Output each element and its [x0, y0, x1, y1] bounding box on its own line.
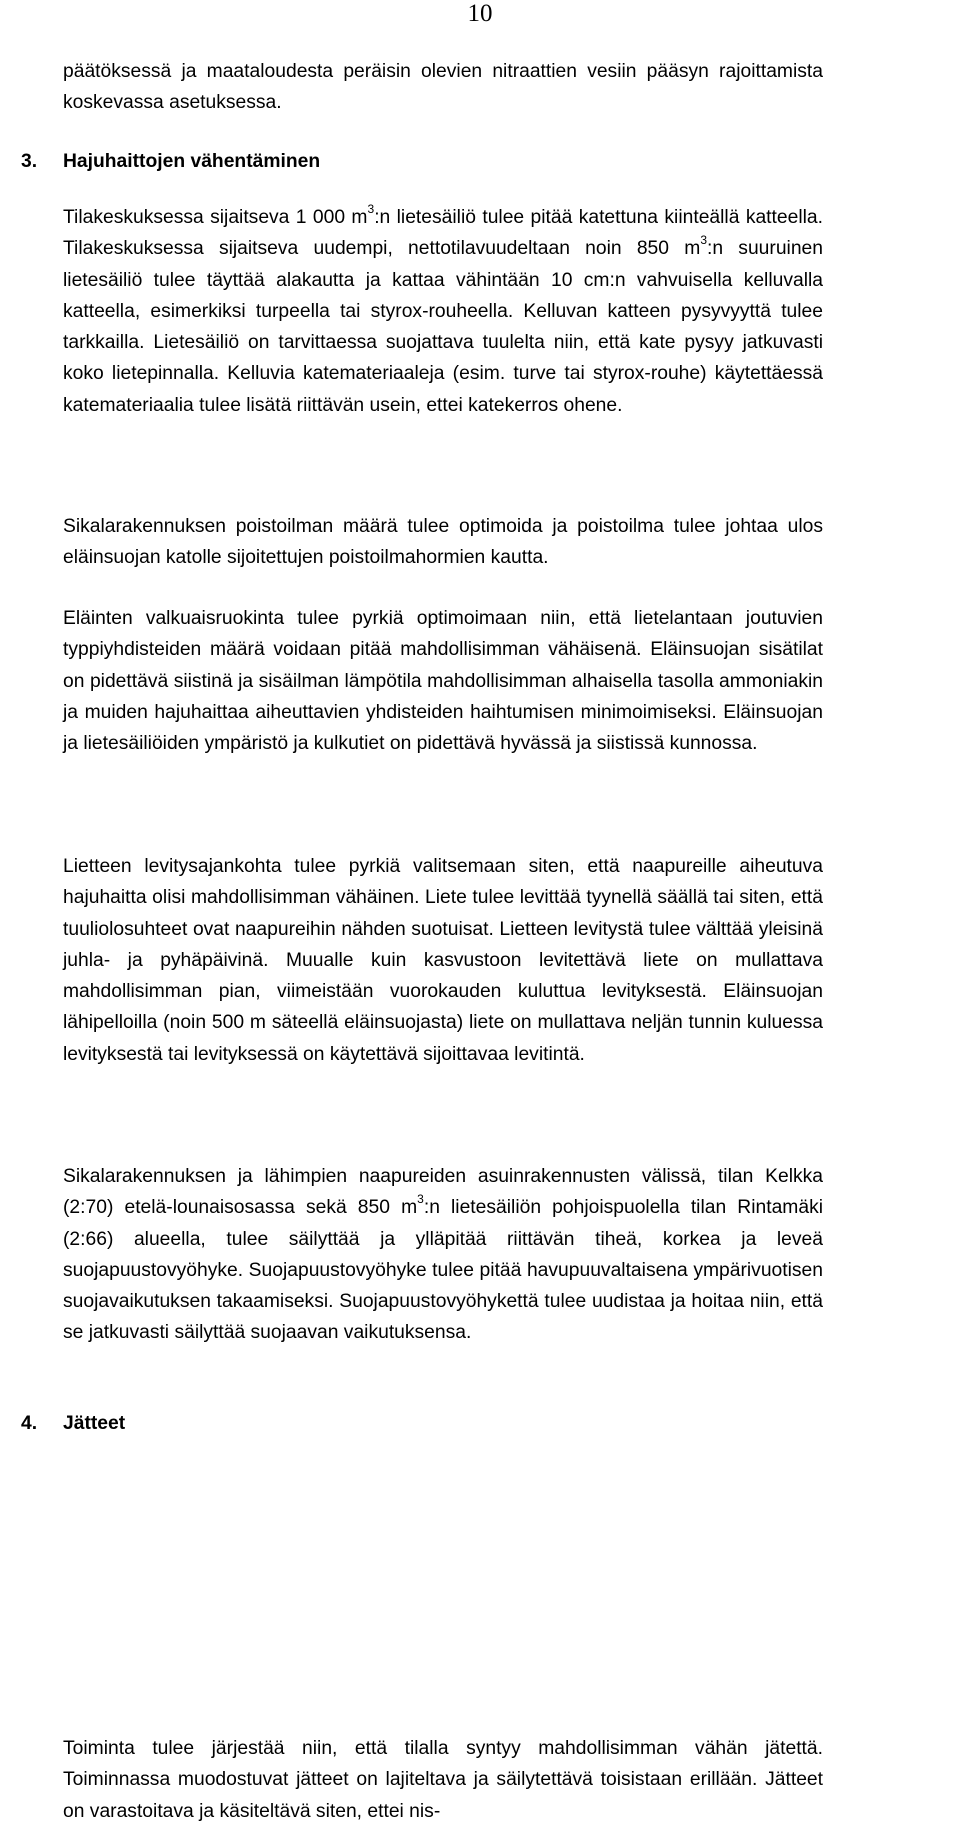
paragraph-suojapuusto: [63, 1161, 823, 1349]
paragraph-text: Eläinten valkuaisruokinta tulee pyrkiä optimoimaan niin, että lietelantaan joutuvien typpiyhdisteiden määrä voidaan pitää mahdollisimman vähäisenä. Eläinsuojan sisätilat on pidettävä siistinä ja sisäilman lämpötila mahdollisimman alhaisella tasolla ammoniakin ja muiden hajuhaittaa aiheuttavien yhdisteiden haihtumisen minimoimiseksi. Eläinsuojan ja lietesäiliöiden ympäristö ja kulkutiet on pidettävä hyvässä ja siistissä kunnossa.: [63, 608, 823, 755]
superscript: 3: [417, 1191, 424, 1206]
paragraph-text: Sikalarakennuksen poistoilman määrä tulee optimoida ja poistoilma tulee johtaa ulos eläinsuojan katolle sijoitettujen poistoilmahormien kautta.: [63, 516, 823, 569]
paragraph-text: :n lietesäiliön pohjoispuolella tilan Rintamäki (2:66) alueella, tulee säilyttää ja ylläpitää riittävän tiheä, korkea ja leveä suojapuustovyöhyke. Suojapuustovyöhyke tulee pitää havupuuvaltaisena ympärivuotisen suojavaikutuksen takaamiseksi. Suojapuustovyöhykettä tulee uudistaa ja hoitaa niin, että se jatkuvasti säilyttää suojaavan vaikutuksensa.: [63, 1197, 824, 1344]
intro-text: päätöksessä ja maataloudesta peräisin olevien nitraattien vesiin pääsyn rajoittamista koskevassa asetuksessa.: [63, 61, 823, 114]
section-number: 3.: [21, 151, 38, 172]
superscript: 3: [700, 232, 707, 247]
section-title: Hajuhaittojen vähentäminen: [63, 151, 321, 172]
paragraph-poistoilma: [63, 511, 823, 574]
paragraph-levitysajankohta: [63, 851, 823, 1070]
paragraph-valkuaisruokinta: [63, 603, 823, 759]
paragraph-lietesailio: [63, 202, 823, 421]
paragraph-text: Toiminta tulee järjestää niin, että tilalla syntyy mahdollisimman vähän jätettä. Toiminnassa muodostuvat jätteet on lajiteltava ja säilytettävä toisistaan erillään. Jätteet on varastoitava ja käsiteltävä siten, ettei nis-: [63, 1738, 823, 1822]
section-number: 4.: [21, 1413, 38, 1434]
paragraph-text: :n lietesäiliö tulee pitää katettuna kiinteällä katteella. Tilakeskuksessa sijaitseva uudempi, nettotilavuudeltaan noin 850 m: [63, 207, 823, 260]
paragraph-text: Tilakeskuksessa sijaitseva 1 000 m: [63, 207, 368, 228]
intro-paragraph: [63, 56, 823, 119]
paragraph-text: Sikalarakennuksen ja lähimpien naapureiden asuinrakennusten välissä, tilan Kelkka (2:70) etelä-lounaisosassa sekä 850 m: [63, 1166, 823, 1219]
paragraph-text: Lietteen levitysajankohta tulee pyrkiä valitsemaan siten, että naapureille aiheutuva hajuhaitta olisi mahdollisimman vähäinen. Liete tulee levittää tyynellä säällä tai siten, että tuuliolosuhteet ovat naapureihin nähden suotuisat. Lietteen levitystä tulee välttää yleisinä juhla- ja pyhäpäivinä. Muualle kuin kasvustoon levitettävä liete on mullattava mahdollisimman pian, viimeistään vuorokauden kuluttua levityksestä. Eläinsuojan lähipelloilla (noin 500 m säteellä eläinsuojasta) liete on mullattava neljän tunnin kuluessa levityksestä tai levityksessä on käytettävä sijoittavaa levitintä.: [63, 856, 823, 1065]
section-title: Jätteet: [63, 1413, 126, 1434]
superscript: 3: [367, 201, 375, 216]
paragraph-jatteet: [63, 1733, 823, 1827]
page-number: 10: [467, 0, 493, 27]
paragraph-text: :n suuruinen lietesäiliö tulee täyttää alakautta ja kattaa vähintään 10 cm:n vahvuisella kelluvalla katteella, esimerkiksi turpeella tai styrox-rouheella. Kelluvan katteen pysyvyyttä tulee tarkkailla. Lietesäiliö on tarvittaessa suojattava tuulelta niin, että kate pysyy jatkuvasti koko lietepinnalla. Kelluvia katemateriaaleja (esim. turve tai styrox-rouhe) käytettäessä katemateriaalia tulee lisätä riittävän usein, ettei katekerros ohene.: [63, 238, 823, 416]
